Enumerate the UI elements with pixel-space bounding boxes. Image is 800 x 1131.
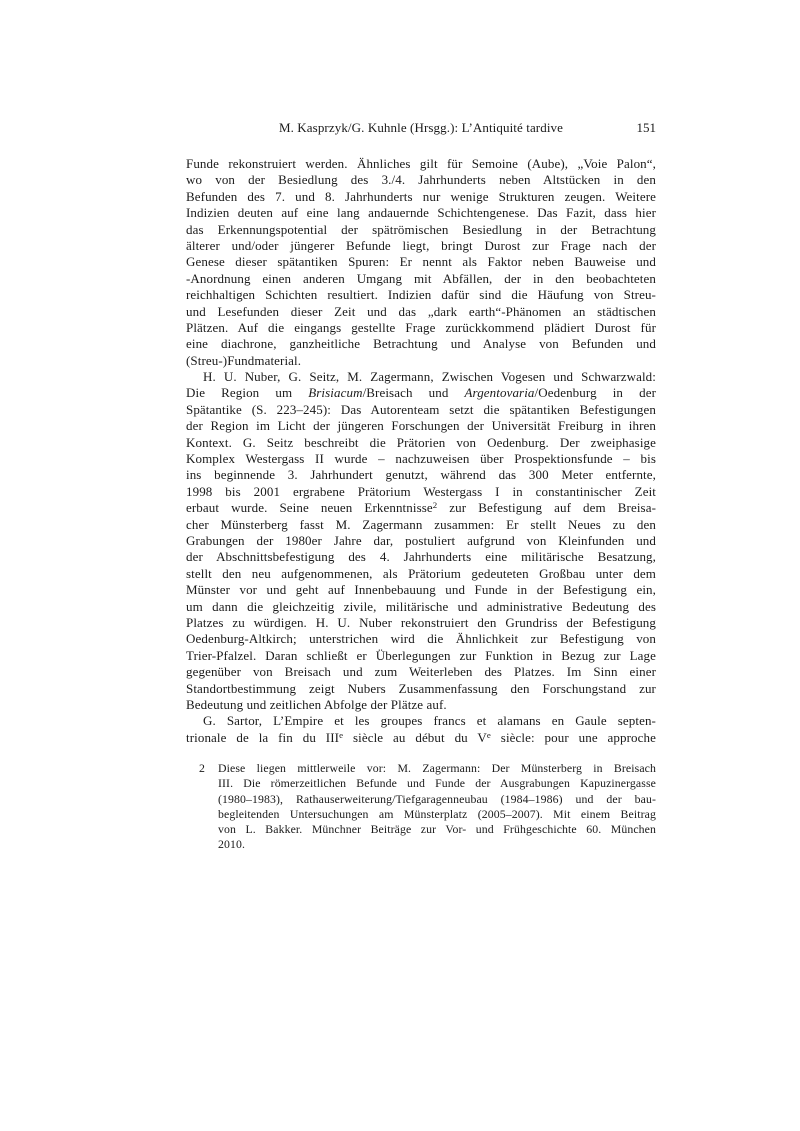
body-text-line: eine diachrone, ganzheitliche Betrachtung und Analyse von Befunden und xyxy=(186,336,656,352)
body-text-line: Indizien deuten auf eine lang andauernde Schichtengenese. Das Fazit, dass hier xyxy=(186,205,656,221)
body-text-line: Befunden des 7. und 8. Jahrhunderts nur wenige Strukturen zeugen. Weitere xyxy=(186,188,656,204)
body-text-line: Standortbestimmung zeigt Nubers Zusammenfassung den Forschungstand zur xyxy=(186,680,656,696)
body-text-line: Platzes zu würdigen. H. U. Nuber rekonstruiert den Grundriss der Befestigung xyxy=(186,614,656,630)
footnote-line: begleitenden Untersuchungen am Münsterplatz (2005–2007). Mit einem Beitrag xyxy=(218,806,656,821)
body-text xyxy=(186,156,656,746)
body-text-line: Die Region um Brisiacum/Breisach und Argentovaria/Oedenburg in der xyxy=(186,385,656,401)
body-text-line: der Abschnittsbefestigung des 4. Jahrhunderts eine militärische Besatzung, xyxy=(186,549,656,565)
body-text-line: H. U. Nuber, G. Seitz, M. Zagermann, Zwischen Vogesen und Schwarzwald: xyxy=(203,369,656,385)
body-text-line: stellt den neu aufgenommenen, als Prätorium gedeuteten Großbau unter dem xyxy=(186,565,656,581)
body-text-line: cher Münsterberg fasst M. Zagermann zusammen: Er stellt Neues zu den xyxy=(186,516,656,532)
body-text-line: Plätzen. Auf die eingangs gestellte Frage zurückkommend plädiert Durost für xyxy=(186,319,656,335)
running-header xyxy=(186,119,656,136)
body-text-line: wo von der Besiedlung des 3./4. Jahrhunderts neben Altstücken in den xyxy=(186,172,656,188)
body-text-line: 1998 bis 2001 ergrabene Prätorium Westergass I in constantinischer Zeit xyxy=(186,483,656,499)
body-text-line: erbaut wurde. Seine neuen Erkenntnisse$^2$ zur Befestigung auf dem Breisa- xyxy=(186,500,656,516)
body-text-line: Spätantike (S. 223–245): Das Autorenteam setzt die spätantiken Befestigungen xyxy=(186,401,656,417)
body-text-line: reichhaltigen Schichten resultiert. Indizien dafür sind die Häufung von Streu- xyxy=(186,287,656,303)
page-number: 151 xyxy=(636,120,656,135)
body-text-line: Bedeutung und zeitlichen Abfolge der Plätze auf. xyxy=(186,696,447,712)
body-text-line: trionale de la fin du IIIe siècle au début du Ve siècle: pour une approche xyxy=(186,729,656,745)
body-text-line: Kontext. G. Seitz beschreibt die Prätorien von Oedenburg. Der zweiphasige xyxy=(186,434,656,450)
body-text-line: Grabungen der 1980er Jahre dar, postuliert aufgrund von Kleinfunden und xyxy=(186,532,656,548)
body-text-line: und Lesefunden dieser Zeit und das „dark earth“-Phänomen an städtischen xyxy=(186,303,656,319)
body-text-line: (Streu-)Fundmaterial. xyxy=(186,352,302,368)
body-text-line: gegenüber von Breisach und zum Weiterleben des Platzes. Im Sinn einer xyxy=(186,664,656,680)
footnote-line: von L. Bakker. Münchner Beiträge zur Vor- und Frühgeschichte 60. München xyxy=(218,822,656,837)
body-text-line: Oedenburg-Altkirch; unterstrichen wird die Ähnlichkeit zur Befestigung von xyxy=(186,631,656,647)
body-text-line: Trier-Pfalzel. Daran schließt er Überlegungen zur Funktion in Bezug zur Lage xyxy=(186,647,656,663)
footnote-number: 2 xyxy=(199,761,205,775)
body-text-line: älterer und/oder jüngerer Befunde liegt, bringt Durost zur Frage nach der xyxy=(186,237,656,253)
footnote-line: (1980–1983), Rathauserweiterung/Tiefgaragenneubau (1984–1986) und der bau- xyxy=(218,791,656,806)
body-text-line: G. Sartor, L’Empire et les groupes francs et alamans en Gaule septen- xyxy=(203,713,656,729)
footnote xyxy=(199,761,656,853)
body-text-line: das Erkennungspotential der spätrömischen Besiedlung in der Betrachtung xyxy=(186,221,656,237)
body-text-line: Genese dieser spätantiken Spuren: Er nennt als Faktor neben Bauweise und xyxy=(186,254,656,270)
footnote-line: III. Die römerzeitlichen Befunde und Funde der Ausgrabungen Kapuzinergasse xyxy=(218,776,656,791)
body-text-line: um dann die gleichzeitig zivile, militärische und administrative Bedeutung des xyxy=(186,598,656,614)
body-text-line: -Anordnung einen anderen Umgang mit Abfällen, der in den beobachteten xyxy=(186,270,656,286)
footnote-text xyxy=(218,761,656,853)
footnote-line: 2010. xyxy=(218,837,246,852)
body-text-line: der Region im Licht der jüngeren Forschungen der Universität Freiburg in ihren xyxy=(186,418,656,434)
body-text-line: ins beginnende 3. Jahrhundert genutzt, während das 300 Meter entfernte, xyxy=(186,467,656,483)
footnote-line: Diese liegen mittlerweile vor: M. Zagermann: Der Münsterberg in Breisach xyxy=(218,761,656,775)
body-text-line: Münster vor und geht auf Innenbebauung und Funde in der Befestigung ein, xyxy=(186,582,656,598)
body-text-line: Funde rekonstruiert werden. Ähnliches gilt für Semoine (Aube), „Voie Palon“, xyxy=(186,156,656,171)
header-title: M. Kasprzyk/G. Kuhnle (Hrsgg.): L’Antiquité tardive xyxy=(278,120,564,135)
body-text-line: Komplex Westergass II wurde – nachzuweisen über Prospektionsfunde – bis xyxy=(186,451,656,467)
